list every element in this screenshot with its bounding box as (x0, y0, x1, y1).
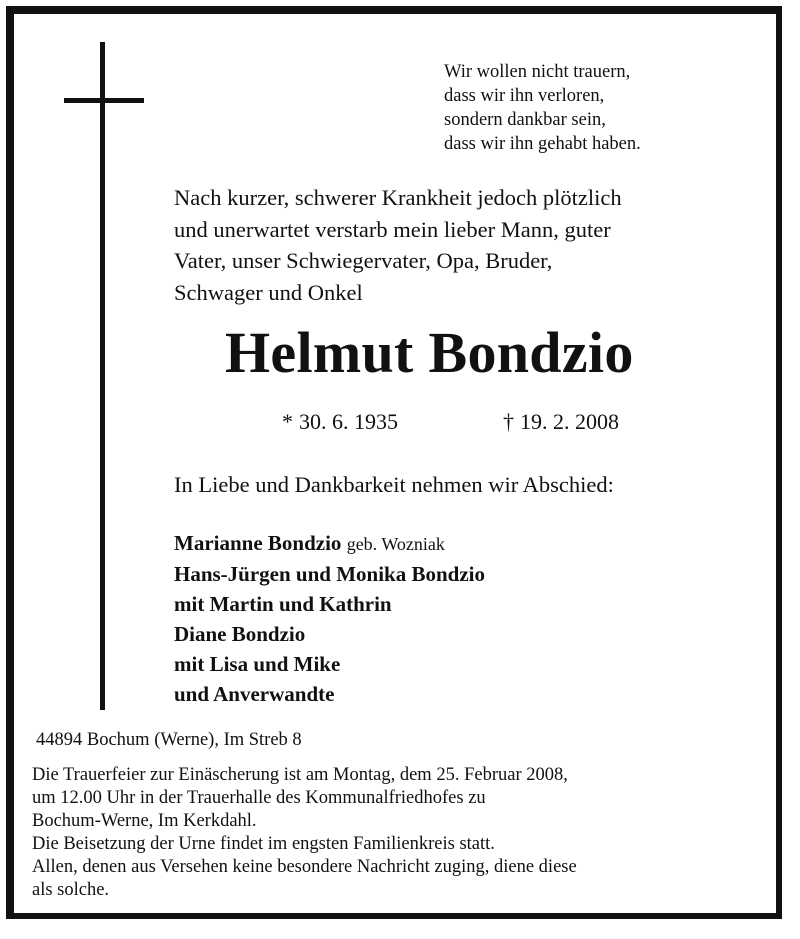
motto-line: dass wir ihn gehabt haben. (444, 134, 641, 154)
cross-icon (100, 42, 105, 710)
birth-date: 30. 6. 1935 (299, 409, 398, 434)
mourner-line: Hans-Jürgen und Monika Bondzio (174, 562, 486, 586)
death-date-line (503, 408, 619, 436)
death-date: 19. 2. 2008 (520, 409, 619, 434)
motto-line: dass wir ihn verloren, (444, 86, 605, 106)
widow-name: Marianne Bondzio (174, 531, 342, 555)
funeral-details (32, 764, 772, 902)
family-address: 44894 Bochum (Werne), Im Streb 8 (36, 730, 302, 750)
details-line: Allen, denen aus Versehen keine besondere Nachricht zuging, diene diese (32, 857, 577, 877)
motto-line: sondern dankbar sein, (444, 110, 606, 130)
mourner-line: mit Lisa und Mike (174, 652, 341, 676)
mourner-line: mit Martin und Kathrin (174, 592, 392, 616)
cross-icon-crossbar (64, 98, 144, 103)
motto-line: Wir wollen nicht trauern, (444, 62, 631, 82)
death-announcement (174, 182, 774, 308)
details-line: als solche. (32, 880, 110, 900)
death-symbol: † (503, 409, 514, 434)
birth-symbol: * (282, 409, 293, 434)
deceased-name: Helmut Bondzio (225, 320, 634, 385)
details-line: Bochum-Werne, Im Kerkdahl. (32, 811, 257, 831)
mourners-list (174, 528, 485, 709)
announcement-line: Vater, unser Schwiegervater, Opa, Bruder, (174, 248, 553, 273)
announcement-line: Schwager und Onkel (174, 279, 363, 305)
widow-maiden-name: geb. Wozniak (346, 534, 445, 554)
details-line: Die Trauerfeier zur Einäscherung ist am Montag, dem 25. Februar 2008, (32, 765, 568, 785)
announcement-line: Nach kurzer, schwerer Krankheit jedoch plötzlich (174, 185, 622, 210)
announcement-line: und unerwartet verstarb mein lieber Mann, guter (174, 216, 611, 242)
mourner-line: Diane Bondzio (174, 622, 306, 646)
details-line: um 12.00 Uhr in der Trauerhalle des Kommunalfriedhofes zu (32, 788, 486, 808)
farewell-text: In Liebe und Dankbarkeit nehmen wir Abschied: (174, 472, 614, 497)
mourner-line: und Anverwandte (174, 682, 335, 706)
mourner-line (174, 528, 485, 559)
motto-verse (444, 60, 764, 156)
birth-date-line (282, 408, 398, 436)
details-line: Die Beisetzung der Urne findet im engsten Familienkreis statt. (32, 834, 495, 854)
